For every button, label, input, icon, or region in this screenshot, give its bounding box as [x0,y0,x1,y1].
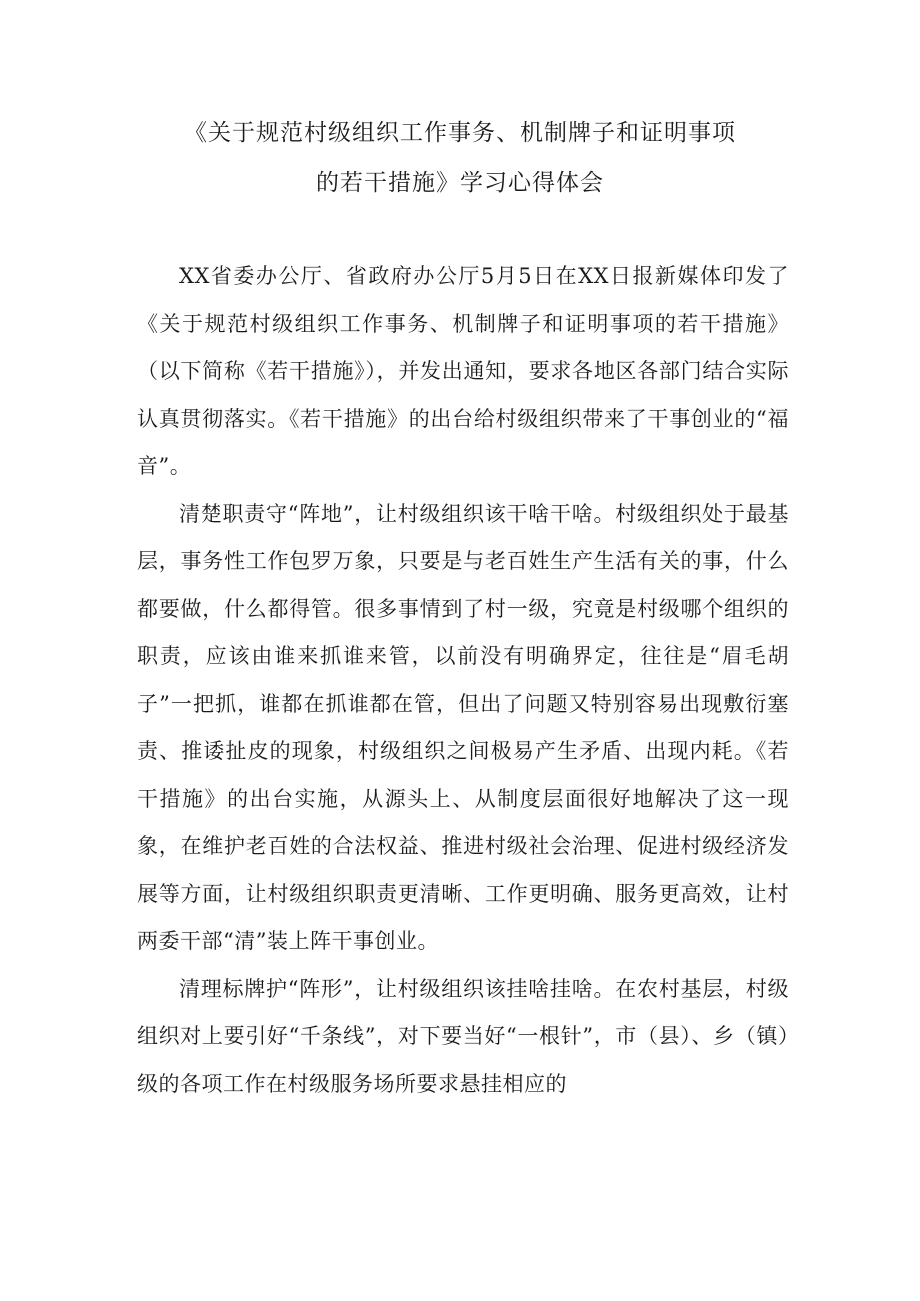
paragraph-intro: XX省委办公厅、省政府办公厅5月5日在XX日报新媒体印发了《关于规范村级组织工作事务、机制牌子和证明事项的若干措施》（以下简称《若干措施》），并发出通知，要求各地区各部门结合实际认真贯彻落实。《若干措施》的出台给村级组织带来了干事创业的“福音”。 [137,264,789,478]
document-title-line-1: 《关于规范村级组织工作事务、机制牌子和证明事项 [184,120,736,146]
paragraph-responsibilities: 清楚职责守“阵地”，让村级组织该干啥干啥。村级组织处于最基层，事务性工作包罗万象，只要是与老百姓生产生活有关的事，什么都要做，什么都得管。很多事情到了村一级，究竟是村级哪个组织的职责，应该由谁来抓谁来管，以前没有明确界定，往往是“眉毛胡子”一把抓，谁都在抓谁都在管，但出了问题又特别容易出现敷衍塞责、推诿扯皮的现象，村级组织之间极易产生矛盾、出现内耗。《若干措施》的出台实施，从源头上、从制度层面很好地解决了这一现象，在维护老百姓的合法权益、推进村级社会治理、促进村级经济发展等方面，让村级组织职责更清晰、工作更明确、服务更高效，让村两委干部“清”装上阵干事创业。 [137,501,789,953]
document-body [137,253,789,1108]
document-title-line-2: 的若干措施》学习心得体会 [316,170,604,196]
paragraph-signage: 清理标牌护“阵形”，让村级组织该挂啥挂啥。在农村基层，村级组织对上要引好“千条线”，对下要当好“一根针”，市（县）、乡（镇）级的各项工作在村级服务场所要求悬挂相应的 [137,976,789,1096]
